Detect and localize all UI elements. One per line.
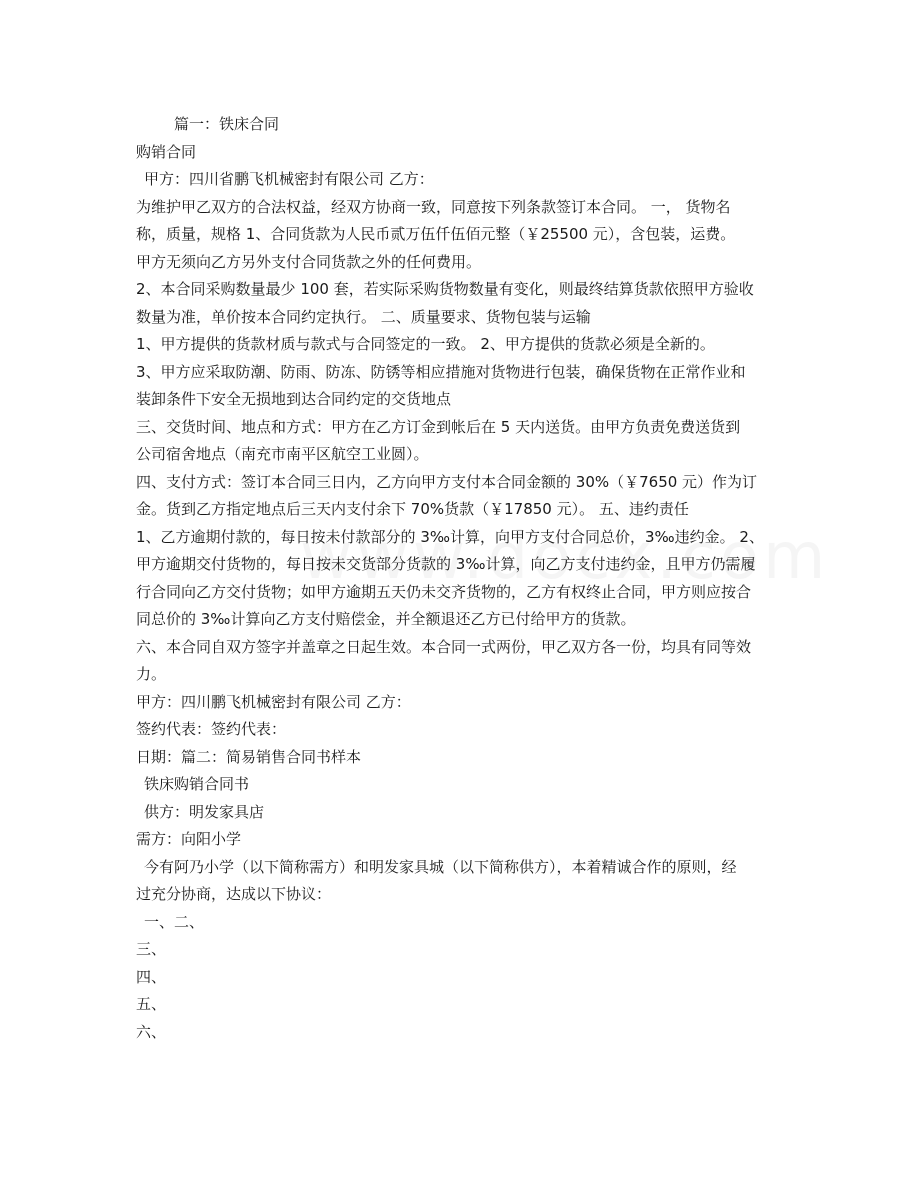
clause-line: 一、二、 bbox=[144, 912, 205, 931]
paragraph-line: 今有阿乃小学（以下简称需方）和明发家具城（以下简称供方），本着精诚合作的原则，经 bbox=[144, 857, 737, 876]
doc-title: 篇一：铁床合同 bbox=[174, 115, 280, 133]
signature-party-line: 甲方：四川鹏飞机械密封有限公司 乙方： bbox=[136, 692, 411, 711]
paragraph-line: 甲方逾期交付货物的，每日按未交货部分货款的 3‰计算，向乙方支付违约金，且甲方仍需履 bbox=[136, 555, 756, 573]
party-line: 甲方：四川省鹏飞机械密封有限公司 乙方： bbox=[144, 170, 434, 188]
paragraph-line: 六、本合同自双方签字并盖章之日起生效。本合同一式两份，甲乙双方各一份，均具有同等效 bbox=[136, 637, 752, 656]
paragraph-line: 甲方无须向乙方另外支付合同货款之外的任何费用。 bbox=[136, 252, 482, 271]
document-body bbox=[136, 111, 786, 1046]
contract-heading: 购销合同 bbox=[136, 142, 197, 161]
paragraph-line: 为维护甲乙双方的合法权益，经双方协商一致，同意按下列条款签订本合同。 一， 货物名 bbox=[136, 197, 731, 216]
clause-line: 五、 bbox=[136, 995, 167, 1013]
buyer-line: 需方：向阳小学 bbox=[136, 830, 242, 848]
clause-line: 六、 bbox=[136, 1022, 167, 1041]
paragraph-line: 金。货到乙方指定地点后三天内支付余下 70%货款（￥17850 元）。 五、违约责任 bbox=[136, 500, 689, 518]
paragraph-line: 力。 bbox=[136, 665, 167, 683]
paragraph-line: 1、乙方逾期付款的，每日按未付款部分的 3‰计算，向甲方支付合同总价，3‰违约金。 2、 bbox=[136, 527, 764, 546]
paragraph-line: 四、支付方式：签订本合同三日内，乙方向甲方支付本合同金额的 30%（￥7650 元）作为订 bbox=[136, 472, 758, 491]
paragraph-line: 公司宿舍地点（南充市南平区航空工业圆）。 bbox=[136, 445, 429, 463]
paragraph-line: 行合同向乙方交付货物；如甲方逾期五天仍未交齐货物的，乙方有权终止合同，甲方则应按合 bbox=[136, 582, 752, 601]
paragraph-line: 数量为准，单价按本合同约定执行。 二、质量要求、货物包装与运输 bbox=[136, 307, 591, 326]
signature-rep-line: 签约代表：签约代表： bbox=[136, 720, 287, 738]
second-title: 铁床购销合同书 bbox=[144, 775, 250, 793]
paragraph-line: 装卸条件下安全无损地到达合同约定的交货地点 bbox=[136, 390, 452, 408]
clause-line: 三、 bbox=[136, 940, 167, 958]
paragraph-line: 称，质量，规格 1、合同货款为人民币贰万伍仟伍佰元整（￥25500 元），含包装，运费。 bbox=[136, 225, 736, 243]
date-line: 日期：篇二：简易销售合同书样本 bbox=[136, 747, 362, 766]
clause-line: 四、 bbox=[136, 967, 167, 986]
paragraph-line: 三、交货时间、地点和方式：甲方在乙方订金到帐后在 5 天内送货。由甲方负责免费送货到 bbox=[136, 417, 741, 436]
paragraph-line: 3、甲方应采取防潮、防雨、防冻、防锈等相应措施对货物进行包装，确保货物在正常作业和 bbox=[136, 362, 746, 381]
paragraph-line: 过充分协商，达成以下协议： bbox=[136, 885, 332, 903]
paragraph-line: 同总价的 3‰计算向乙方支付赔偿金，并全额退还乙方已付给甲方的货款。 bbox=[136, 610, 636, 628]
paragraph-line: 1、甲方提供的货款材质与款式与合同签定的一致。 2、甲方提供的货款必须是全新的。 bbox=[136, 335, 715, 353]
supplier-line: 供方：明发家具店 bbox=[144, 802, 265, 821]
paragraph-line: 2、本合同采购数量最少 100 套，若实际采购货物数量有变化，则最终结算货款依照甲方验收 bbox=[136, 280, 754, 298]
